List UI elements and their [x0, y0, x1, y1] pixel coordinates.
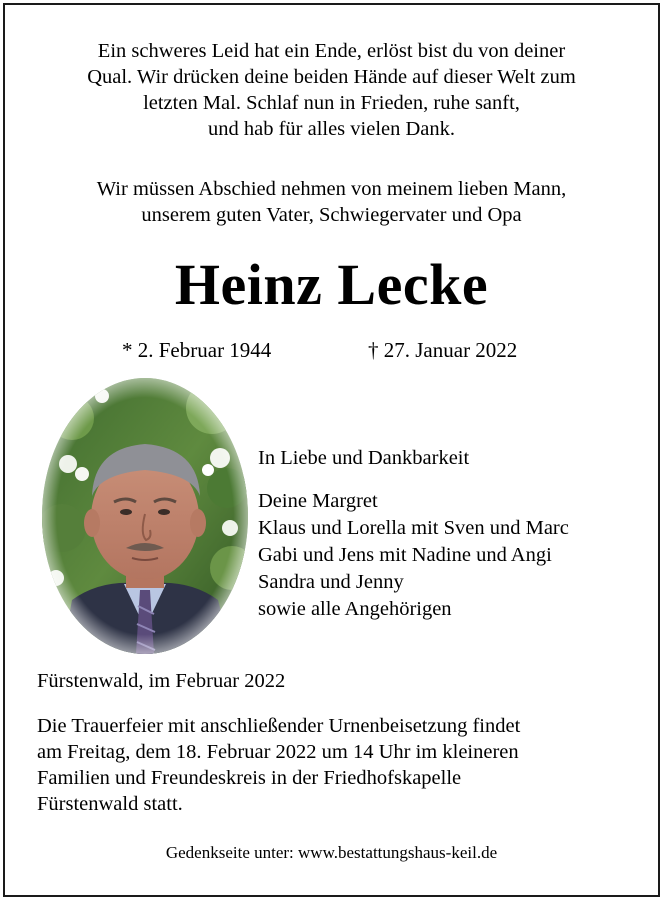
poem-line: letzten Mal. Schlaf nun in Frieden, ruhe sanft,: [143, 92, 520, 114]
family-heading: In Liebe und Dankbarkeit: [258, 447, 470, 469]
family-member: sowie alle Angehörigen: [258, 598, 452, 620]
intro-line: Wir müssen Abschied nehmen von meinem lieben Mann,: [96, 178, 567, 200]
memorial-page-link[interactable]: Gedenkseite unter: www.bestattungshaus-keil.de: [165, 843, 498, 862]
funeral-details: [37, 713, 637, 817]
family-member: Klaus und Lorella mit Sven und Marc: [258, 517, 569, 539]
funeral-line: am Freitag, dem 18. Februar 2022 um 14 Uhr im kleineren: [37, 741, 519, 763]
poem-text: [20, 38, 643, 142]
birth-date: * 2. Februar 1944: [122, 338, 272, 362]
farewell-intro: [20, 176, 643, 228]
portrait-photo-illustration: [42, 378, 248, 654]
poem-line: Qual. Wir drücken deine beiden Hände auf dieser Welt zum: [87, 66, 576, 88]
funeral-line: Familien und Freundeskreis in der Friedhofskapelle: [37, 767, 462, 789]
family-member: Sandra und Jenny: [258, 571, 404, 593]
poem-line: Ein schweres Leid hat ein Ende, erlöst bist du von deiner: [97, 40, 566, 62]
poem-line: und hab für alles vielen Dank.: [207, 118, 456, 140]
funeral-line: Fürstenwald statt.: [37, 793, 183, 815]
deceased-name: Heinz Lecke: [174, 252, 489, 317]
funeral-line: Die Trauerfeier mit anschließender Urnenbeisetzung findet: [37, 715, 521, 737]
family-member: Gabi und Jens mit Nadine und Angi: [258, 544, 552, 566]
death-date: † 27. Januar 2022: [368, 338, 518, 362]
family-member: Deine Margret: [258, 490, 378, 512]
spacer: [258, 472, 569, 488]
portrait-photo: [42, 378, 248, 654]
family-block: [258, 445, 569, 623]
place-and-date: Fürstenwald, im Februar 2022: [37, 670, 286, 692]
intro-line: unserem guten Vater, Schwiegervater und Opa: [141, 204, 522, 226]
